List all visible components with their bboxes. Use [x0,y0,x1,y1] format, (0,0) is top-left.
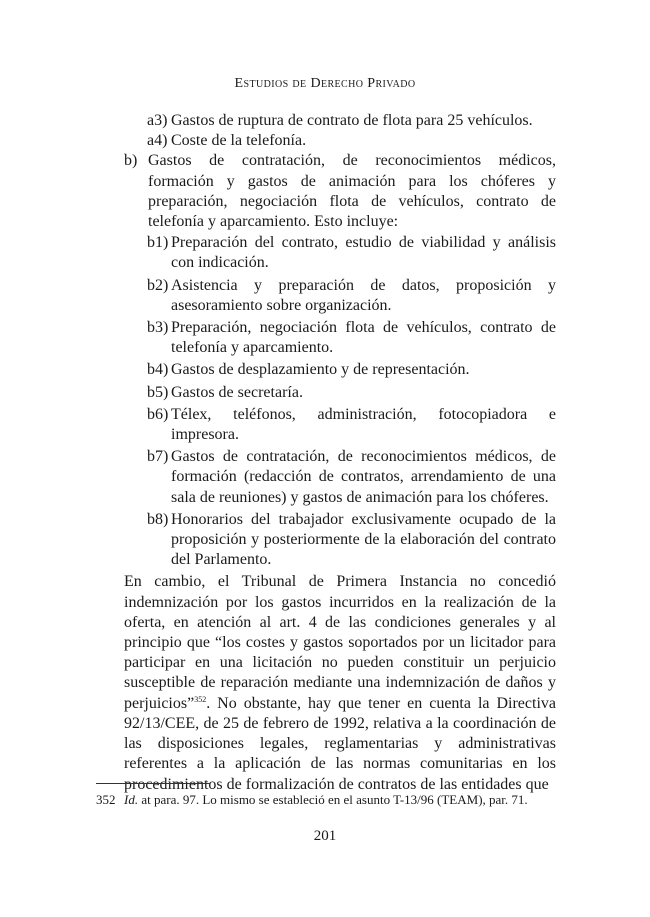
item-text: Preparación del contrato, estudio de viabilidad y análisis con indicación. [171,234,556,272]
list-item-b6 [147,405,556,445]
body-paragraph [124,572,556,794]
item-text: Preparación, negociación flota de vehículos, contrato de telefonía y aparcamiento. [171,319,556,357]
item-text: Honorarios del trabajador exclusivamente ocupado de la proposición y posteriormente de la elaboración del contrato del Parlamento. [171,510,556,569]
item-label: b2) [147,276,169,294]
item-text: Gastos de contratación, de reconocimientos médicos, de formación (redacción de contratos, arrendamiento de una sala de reuniones) y gastos de animación para los chóferes. [171,448,556,506]
footnote [96,792,566,808]
item-text: Gastos de secretaría. [171,383,303,401]
item-label: b1) [147,234,169,252]
item-text: Asistencia y preparación de datos, proposición y asesoramiento sobre organización. [171,276,556,314]
footnote-separator [96,783,210,784]
list-item-b3 [147,318,556,358]
item-text: Gastos de desplazamiento y de representación. [171,361,470,379]
item-label: b8) [147,510,169,528]
item-label: b5) [147,383,169,401]
item-text: Gastos de ruptura de contrato de flota para 25 vehículos. [171,112,533,129]
paragraph-text-2: . No obstante, hay que tener en cuenta la Directiva 92/13/CEE, de 25 de febrero de 1992, relativa a la coordinación de las disposiciones legales, reglamentarias y administrativas referentes a la aplicación de las normas comunitarias en los procedimientos de formalización de contratos de las entidades que [124,694,556,793]
footnote-number: 352 [96,792,116,807]
list-item-b8 [147,510,556,571]
page-number: 201 [313,828,337,844]
item-text: Gastos de contratación, de reconocimientos médicos, formación y gastos de animación para los chóferes y preparación, negociación flota de vehículos, contrato de telefonía y aparcamiento. Esto incluye: [148,152,556,231]
running-header: Estudios de Derecho Privado [234,76,416,91]
footnote-body: at para. 97. Lo mismo se estableció en el asunto T-13/96 (TEAM), par. 71. [138,792,528,807]
item-text: Coste de la telefonía. [171,132,307,150]
list-item-b1 [147,233,556,273]
item-text: Télex, teléfonos, administración, fotocopiadora e impresora. [171,405,556,444]
paragraph-text-1: En cambio, el Tribunal de Primera Instancia no concedió indemnización por los gastos incurridos en la realización de la oferta, en atención al art. 4 de las condiciones generales y al principio que “los costes y gastos soportados por un licitador para participar en una licitación no pueden constituir un perjuicio susceptible de reparación mediante una indemnización de daños y perjuicios” [124,573,556,712]
item-label: b3) [147,319,169,337]
list-item-b2 [147,276,556,316]
footnote-italic: Id. [124,792,139,807]
footnote-reference[interactable]: 352 [194,694,207,704]
list-item-b [124,151,556,232]
footnote-text [124,792,528,808]
item-label: a4) [147,132,168,150]
list-item-b4 [147,360,556,380]
main-text [124,111,556,795]
item-label: b) [124,152,138,170]
item-label: b4) [147,361,169,379]
item-label: b7) [147,448,169,466]
item-label: b6) [147,405,169,423]
item-label: a3) [147,112,168,129]
list-item-a4 [147,131,556,151]
list-item-b7 [147,447,556,508]
list-item-a3 [147,111,556,131]
list-item-b5 [147,383,556,403]
